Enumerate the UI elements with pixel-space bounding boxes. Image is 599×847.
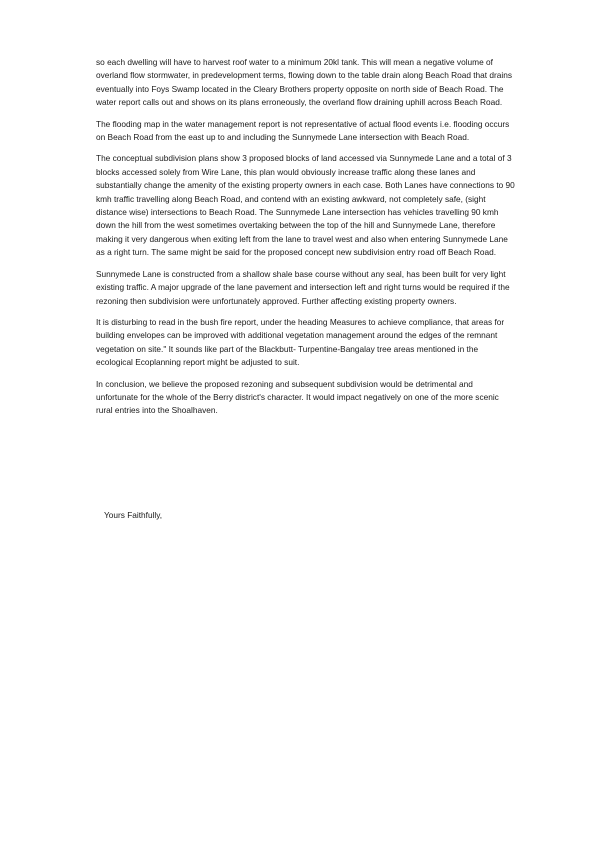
paragraph-flooding-map: The flooding map in the water management report is not representative of actual flood events i.e. flooding occurs on Beach Road from the east up to and including the Sunnymede Lane intersection with Beach Road. xyxy=(96,118,510,143)
paragraph-stormwater: so each dwelling will have to harvest roof water to a minimum 20kl tank. This will mean a negative volume of overland flow stormwater, in predevelopment terms, flowing down to the table drain along Beach Road that drains eventually into Foys Swamp located in the Cleary Brothers property opposite on north side of Beach Road. The water report calls out and shows on its plans erroneously, the overland flow draining uphill across Beach Road. xyxy=(96,57,512,108)
paragraph-conclusion: In conclusion, we believe the proposed rezoning and subsequent subdivision would be detrimental and unfortunate for the whole of the Berry district's character. It would impact negatively on one of the more scenic rural entries into the Shoalhaven. xyxy=(96,378,499,416)
paragraph-subdivision-traffic: The conceptual subdivision plans show 3 proposed blocks of land accessed via Sunnymede Lane and a total of 3 blocks accessed solely from Wire Lane, this plan would obviously increase traffic along these lanes and substantially change the amenity of the existing property owners in each case. Both Lanes have connections to 90 kmh traffic travelling along Beach Road, and contend with an existing awkward, not completely safe, (sight distance wise) intersections to Beach Road. The Sunnymede Lane intersection has vehicles travelling 90 kmh down the hill from the west sometimes overtaking between the top of the hill and Sunnymede Lane, therefore making it very dangerous when exiting left from the lane to travel west and also when entering Sunnymede Lane as a right turn. The same might be said for the proposed concept new subdivision entry road off Beach Road. xyxy=(96,153,515,258)
letter-body xyxy=(96,56,516,426)
sign-off: Yours Faithfully, xyxy=(104,510,163,520)
paragraph-lane-construction: Sunnymede Lane is constructed from a shallow shale base course without any seal, has been built for very light existing traffic. A major upgrade of the lane pavement and intersection left and right turns would be required if the rezoning then subdivision were unfortunately approved. Further affecting existing property owners. xyxy=(96,268,510,306)
paragraph-bush-fire-report: It is disturbing to read in the bush fire report, under the heading Measures to achieve compliance, that areas for building envelopes can be improved with additional vegetation management around the edges of the remnant vegetation on site." It sounds like part of the Blackbutt- Turpentine-Bangalay tree areas mentioned in the ecological Ecoplanning report might be adjusted to suit. xyxy=(96,316,505,368)
